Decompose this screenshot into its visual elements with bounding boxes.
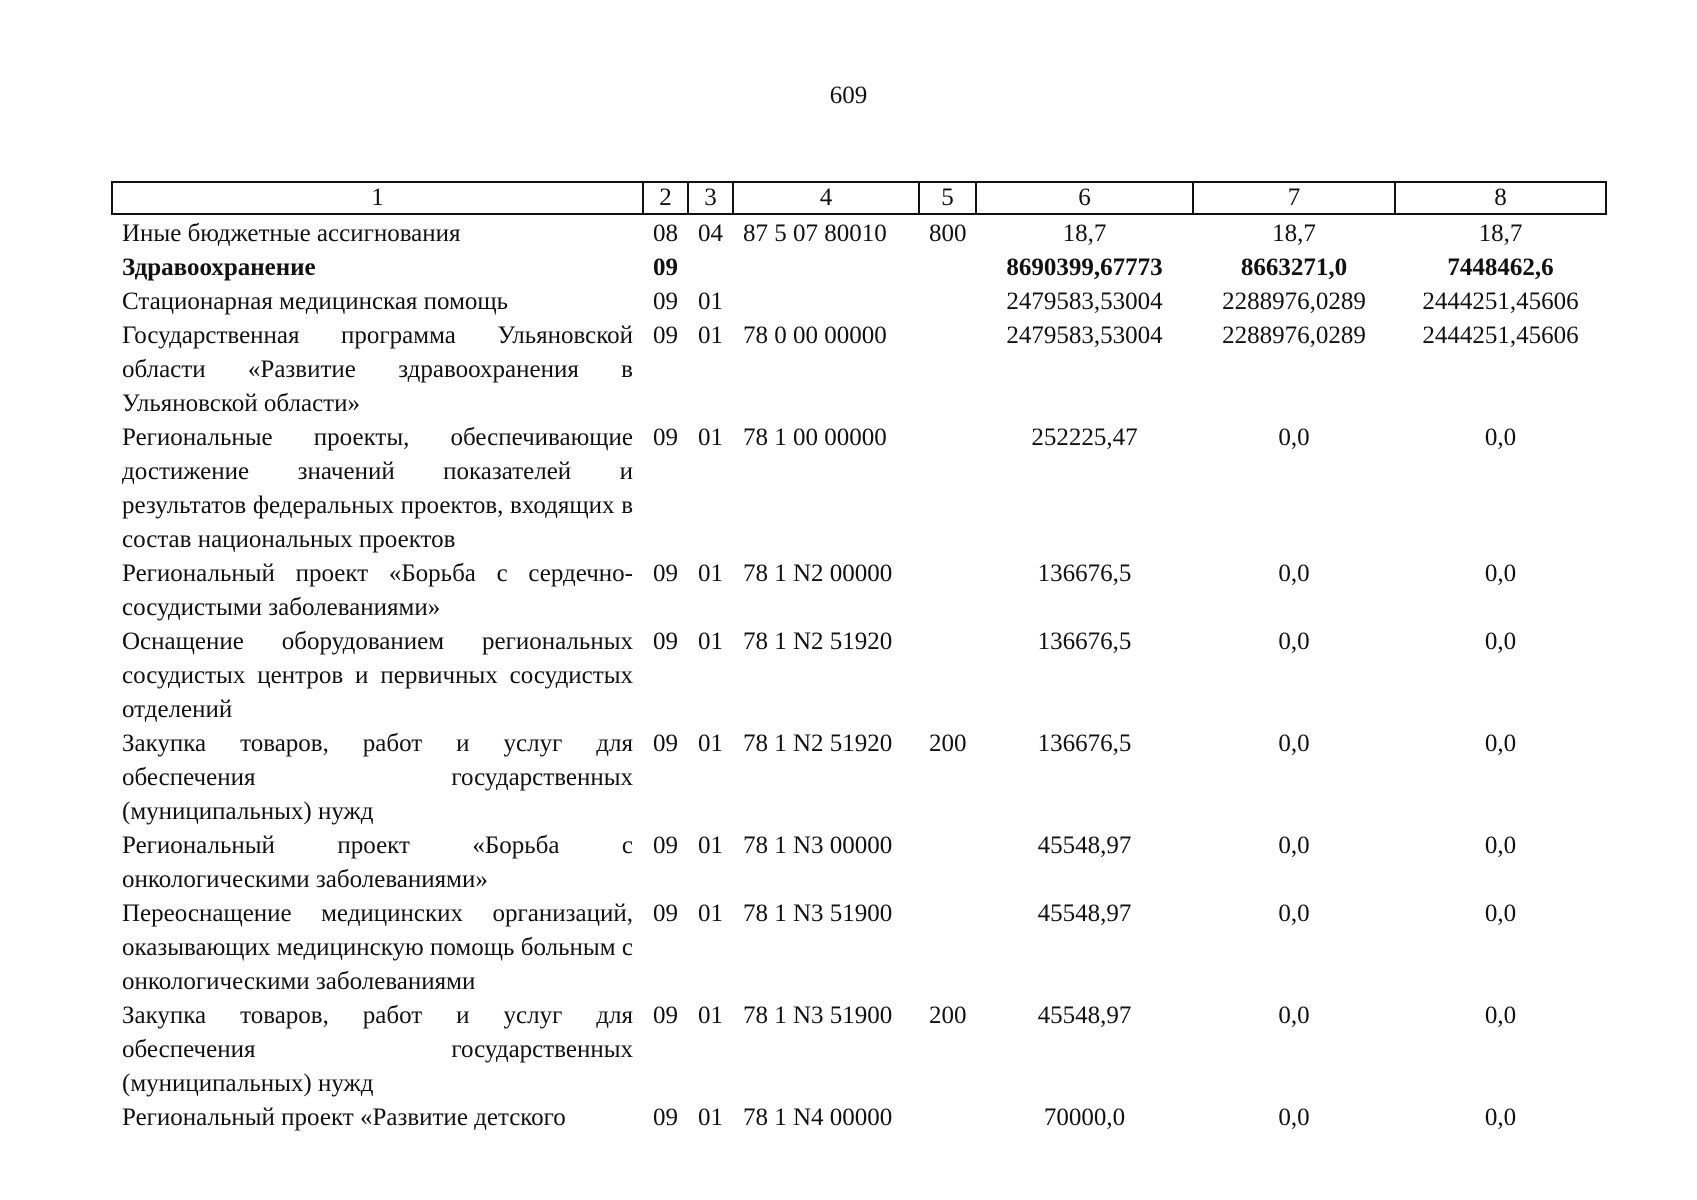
row-amount-col6: 45548,97 <box>1037 832 1132 859</box>
row-amount-col6: 70000,0 <box>1043 1104 1126 1131</box>
row-name-cell: Закупка товаров, работ и услуг для обеспечения государственных (муниципальных) нужд <box>122 1002 633 1097</box>
row-name-cell: Региональный проект «Борьба с онкологическими заболеваниями» <box>122 832 633 893</box>
row-name-cell: Закупка товаров, работ и услуг для обеспечения государственных (муниципальных) нужд <box>122 730 633 825</box>
row-name-cell: Стационарная медицинская помощь <box>122 288 509 315</box>
row-target-article: 78 1 N3 00000 <box>743 832 893 859</box>
row-target-article: 78 1 N3 51900 <box>743 1002 893 1029</box>
row-name-cell: Региональный проект «Борьба с сердечно-сосудистыми заболеваниями» <box>122 560 633 621</box>
row-name-cell: Оснащение оборудованием региональных сосудистых центров и первичных сосудистых отделений <box>122 628 633 723</box>
table-row <box>112 251 1606 285</box>
row-subsection-code: 01 <box>698 424 723 451</box>
table-row <box>112 319 1606 421</box>
row-subsection-code: 01 <box>698 900 723 927</box>
row-section-code: 09 <box>653 288 678 315</box>
header-cell-3: 3 <box>688 182 733 214</box>
table-row <box>112 1101 1606 1135</box>
row-section-code: 09 <box>653 832 678 859</box>
row-amount-col8: 0,0 <box>1484 1002 1517 1029</box>
row-subsection-code: 01 <box>698 288 723 315</box>
row-amount-col6: 252225,47 <box>1031 424 1138 451</box>
row-expense-type: 800 <box>929 220 967 247</box>
budget-table <box>111 181 1607 1135</box>
row-target-article: 78 1 N2 51920 <box>743 628 893 655</box>
row-section-code: 09 <box>653 254 678 281</box>
row-amount-col8: 2444251,45606 <box>1422 288 1579 315</box>
table-row <box>112 421 1606 557</box>
row-amount-col7: 0,0 <box>1278 424 1310 451</box>
row-amount-col8: 0,0 <box>1484 424 1517 451</box>
row-amount-col7: 8663271,0 <box>1240 254 1348 281</box>
row-target-article: 87 5 07 80010 <box>743 220 887 247</box>
row-name-cell: Региональный проект «Развитие детского <box>122 1104 566 1131</box>
row-expense-type <box>919 829 976 897</box>
row-target-article <box>733 251 919 285</box>
header-cell-5: 5 <box>919 182 976 214</box>
header-cell-2: 2 <box>643 182 688 214</box>
row-amount-col8: 0,0 <box>1484 560 1517 587</box>
row-amount-col8: 0,0 <box>1484 832 1517 859</box>
row-target-article: 78 1 N4 00000 <box>743 1104 893 1131</box>
row-subsection-code: 01 <box>698 628 723 655</box>
row-amount-col6: 2479583,53004 <box>1006 322 1163 349</box>
row-expense-type <box>919 557 976 625</box>
row-subsection-code: 01 <box>698 1002 723 1029</box>
row-amount-col8: 0,0 <box>1484 628 1517 655</box>
row-section-code: 09 <box>653 1002 678 1029</box>
row-section-code: 09 <box>653 730 678 757</box>
row-expense-type: 200 <box>929 730 967 757</box>
table-body <box>112 214 1606 1135</box>
row-amount-col6: 136676,5 <box>1037 730 1132 757</box>
header-cell-8: 8 <box>1395 182 1606 214</box>
row-amount-col6: 45548,97 <box>1037 900 1132 927</box>
row-amount-col7: 0,0 <box>1278 560 1310 587</box>
row-name-cell: Здравоохранение <box>122 254 316 281</box>
row-amount-col8: 2444251,45606 <box>1422 322 1579 349</box>
row-target-article <box>733 285 919 319</box>
row-section-code: 09 <box>653 560 678 587</box>
header-cell-6: 6 <box>976 182 1193 214</box>
row-amount-col7: 0,0 <box>1278 832 1310 859</box>
row-expense-type <box>919 897 976 999</box>
row-expense-type <box>919 421 976 557</box>
row-amount-col8: 0,0 <box>1484 1104 1517 1131</box>
table-row <box>112 999 1606 1101</box>
row-expense-type <box>919 251 976 285</box>
row-section-code: 08 <box>653 220 678 247</box>
row-target-article: 78 1 00 00000 <box>743 424 887 451</box>
row-section-code: 09 <box>653 1104 678 1131</box>
row-section-code: 09 <box>653 628 678 655</box>
row-target-article: 78 0 00 00000 <box>743 322 887 349</box>
row-target-article: 78 1 N2 51920 <box>743 730 893 757</box>
row-amount-col8: 0,0 <box>1484 730 1517 757</box>
row-subsection-code: 01 <box>698 560 723 587</box>
row-amount-col7: 0,0 <box>1278 1002 1310 1029</box>
row-expense-type <box>919 285 976 319</box>
row-section-code: 09 <box>653 900 678 927</box>
row-amount-col6: 45548,97 <box>1037 1002 1132 1029</box>
table-row <box>112 897 1606 999</box>
row-name-cell: Переоснащение медицинских организаций, оказывающих медицинскую помощь больным с онкологическими заболеваниями <box>122 900 633 995</box>
row-amount-col6: 2479583,53004 <box>1006 288 1163 315</box>
row-amount-col7: 0,0 <box>1278 1104 1310 1131</box>
row-expense-type <box>919 625 976 727</box>
row-name-cell: Иные бюджетные ассигнования <box>122 220 461 247</box>
row-subsection-code: 01 <box>698 322 723 349</box>
row-amount-col6: 136676,5 <box>1037 560 1132 587</box>
header-cell-7: 7 <box>1193 182 1395 214</box>
row-expense-type <box>919 319 976 421</box>
row-amount-col7: 2288976,0289 <box>1222 322 1366 349</box>
row-subsection-code: 01 <box>698 730 723 757</box>
row-target-article: 78 1 N3 51900 <box>743 900 893 927</box>
table-row <box>112 727 1606 829</box>
header-cell-1: 1 <box>112 182 643 214</box>
row-section-code: 09 <box>653 322 678 349</box>
table-row <box>112 214 1606 251</box>
row-amount-col7: 0,0 <box>1278 730 1310 757</box>
row-subsection-code: 01 <box>698 832 723 859</box>
row-subsection-code <box>688 251 733 285</box>
row-amount-col8: 0,0 <box>1484 900 1517 927</box>
row-amount-col7: 0,0 <box>1278 628 1310 655</box>
table-row <box>112 829 1606 897</box>
row-amount-col7: 0,0 <box>1278 900 1310 927</box>
table-row <box>112 557 1606 625</box>
header-cell-4: 4 <box>733 182 919 214</box>
row-expense-type <box>919 1101 976 1135</box>
table-row <box>112 625 1606 727</box>
row-section-code: 09 <box>653 424 678 451</box>
row-amount-col7: 2288976,0289 <box>1222 288 1366 315</box>
row-name-cell: Государственная программа Ульяновской области «Развитие здравоохранения в Ульяновской области» <box>122 322 633 417</box>
row-amount-col6: 18,7 <box>1062 220 1107 247</box>
row-subsection-code: 04 <box>698 220 723 247</box>
row-amount-col7: 18,7 <box>1272 220 1316 247</box>
row-expense-type: 200 <box>929 1002 967 1029</box>
table-row <box>112 285 1606 319</box>
row-target-article: 78 1 N2 00000 <box>743 560 893 587</box>
row-amount-col8: 18,7 <box>1478 220 1523 247</box>
row-name-cell: Региональные проекты, обеспечивающие достижение значений показателей и результатов федеральных проектов, входящих в состав национальных проектов <box>122 424 633 553</box>
row-amount-col6: 8690399,67773 <box>1006 254 1163 281</box>
page-number: 609 <box>829 82 868 109</box>
table-header-row <box>112 182 1606 214</box>
row-amount-col6: 136676,5 <box>1037 628 1132 655</box>
row-subsection-code: 01 <box>698 1104 723 1131</box>
row-amount-col8: 7448462,6 <box>1447 254 1554 281</box>
